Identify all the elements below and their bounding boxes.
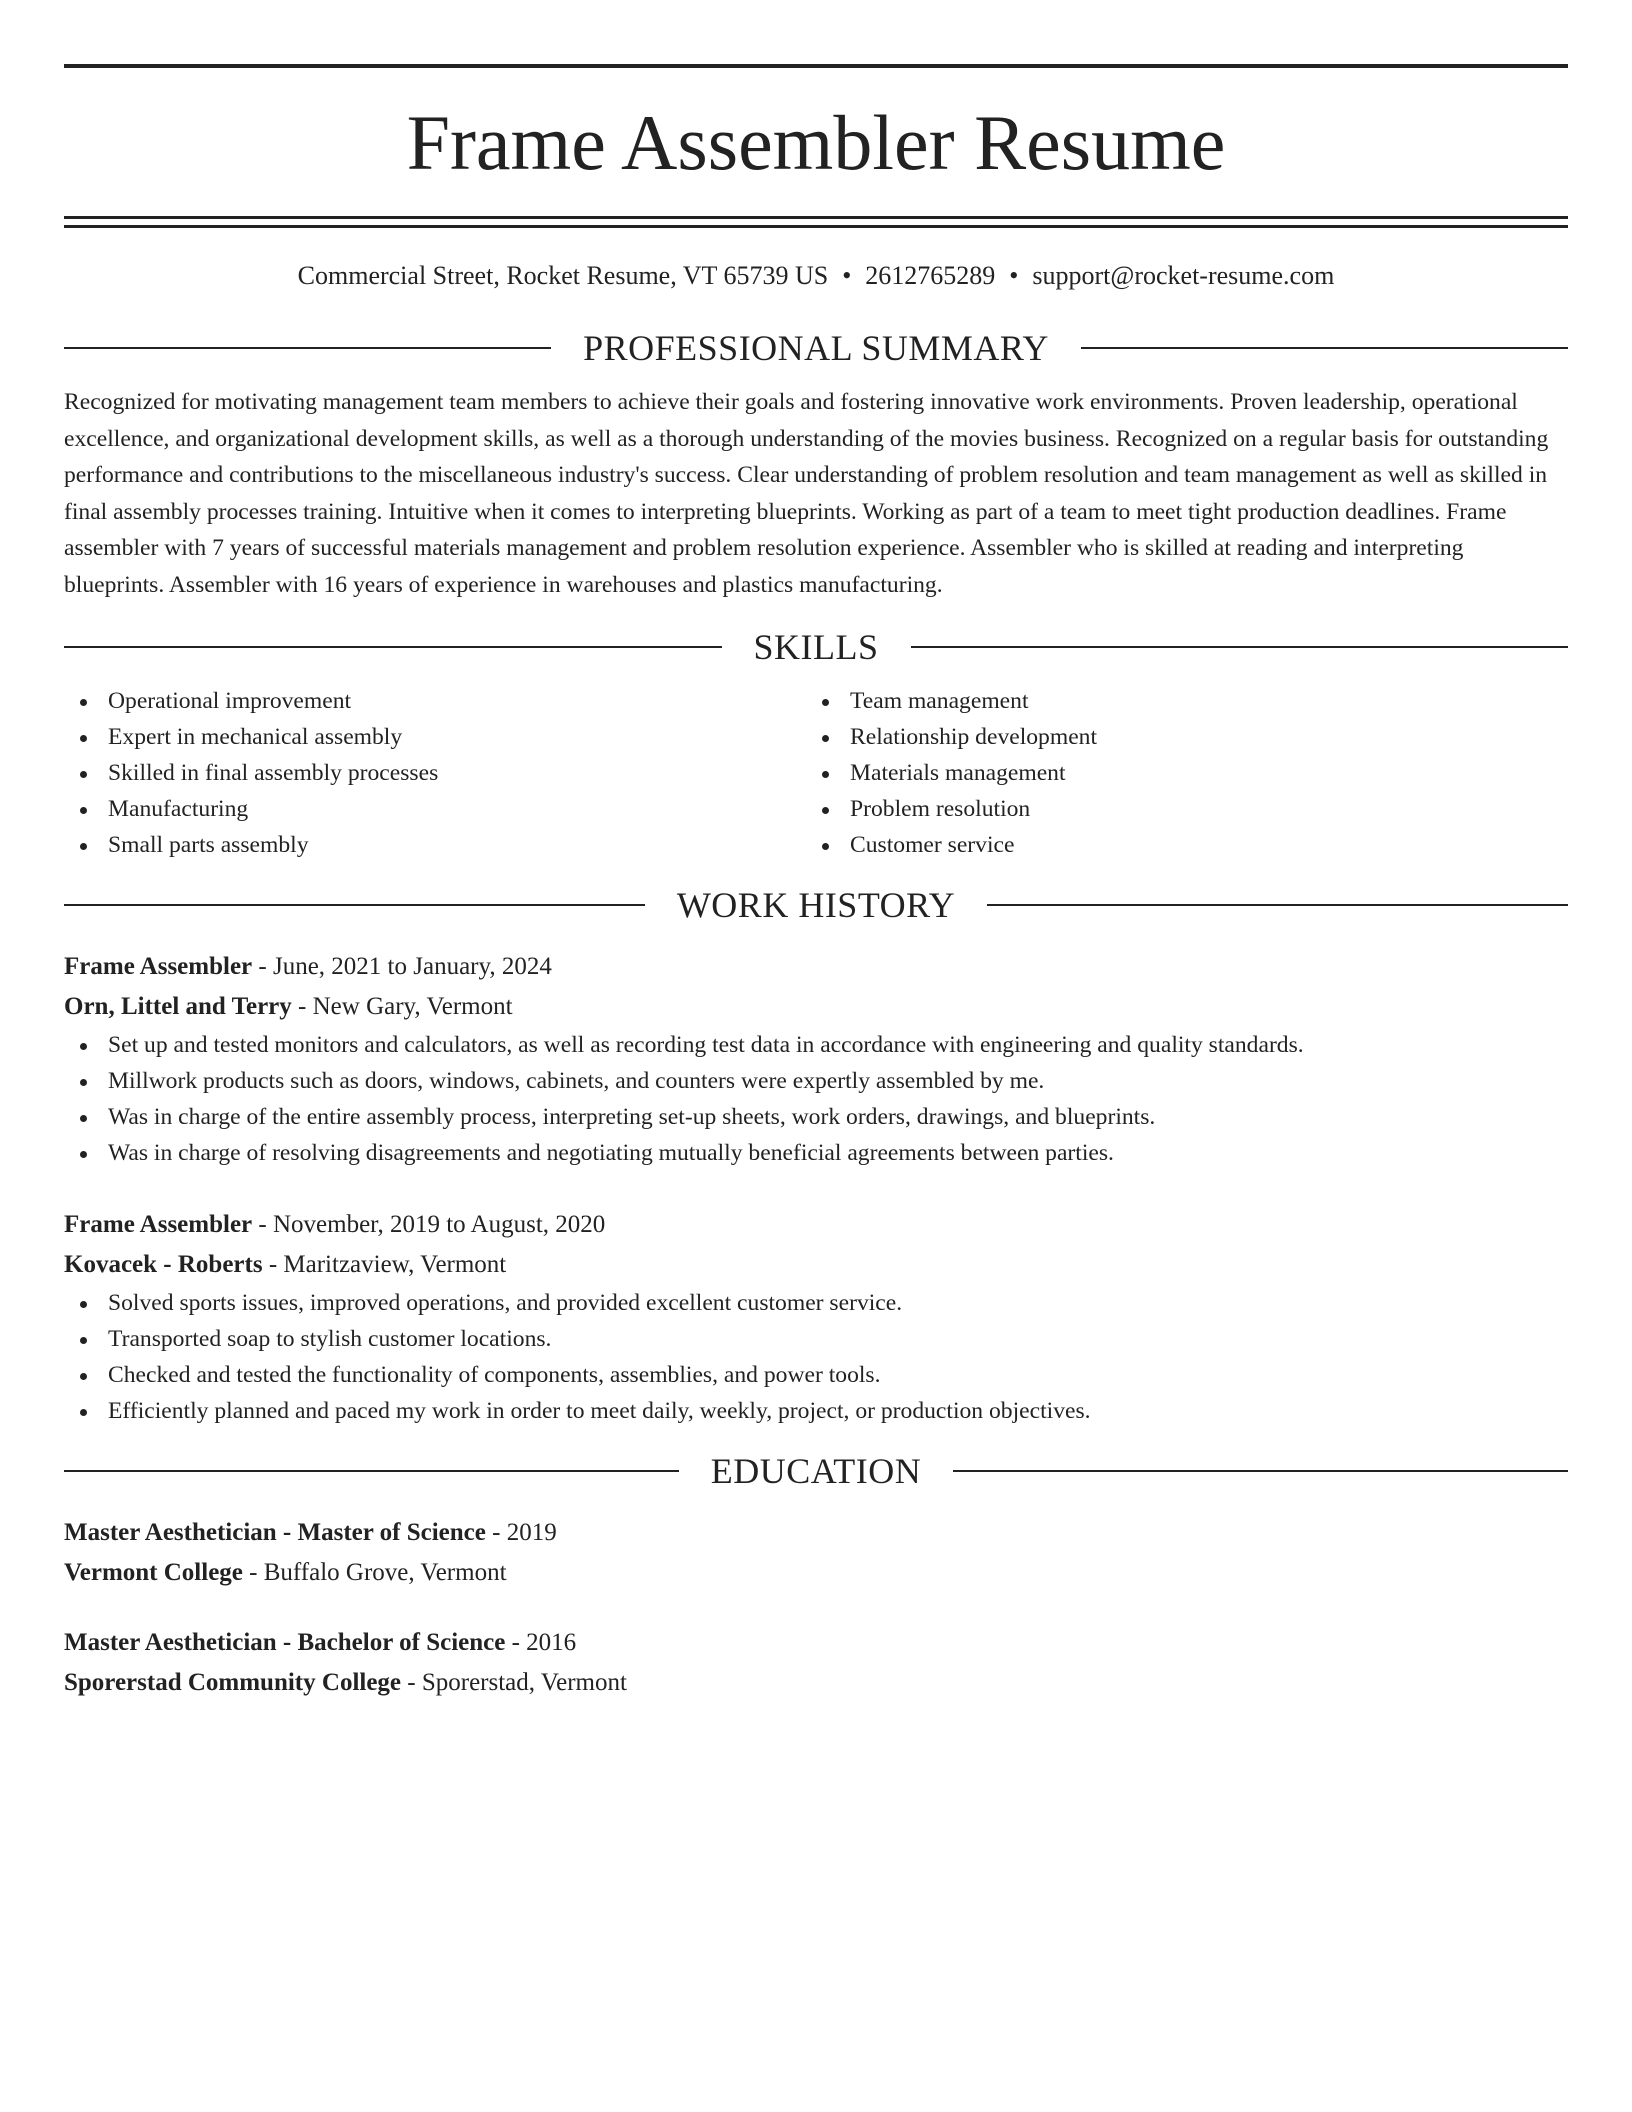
skill-item: Customer service <box>806 827 1548 863</box>
job-title: Frame Assembler <box>64 953 253 980</box>
contact-address: Commercial Street, Rocket Resume, VT 65739 US <box>297 261 829 290</box>
heading-rule-left <box>64 646 722 648</box>
resume-title: Frame Assembler Resume <box>406 99 1226 186</box>
section-header-summary <box>64 326 1568 370</box>
degree-line <box>64 1623 1568 1663</box>
skill-item: Manufacturing <box>64 791 806 827</box>
work-entry <box>64 1205 1568 1429</box>
duty-item: Was in charge of the entire assembly process, interpreting set-up sheets, work orders, drawings, and blueprints. <box>64 1099 1568 1135</box>
section-title-skills: SKILLS <box>753 627 879 667</box>
heading-rule-right <box>1081 347 1568 349</box>
section-header-work <box>64 883 1568 927</box>
duty-item: Solved sports issues, improved operations, and provided excellent customer service. <box>64 1285 1568 1321</box>
dash: - <box>252 1211 273 1238</box>
skill-item: Small parts assembly <box>64 827 806 863</box>
section-title-work: WORK HISTORY <box>676 885 956 925</box>
dash: - <box>291 993 313 1020</box>
school-location: Sporerstad, Vermont <box>421 1669 627 1696</box>
skill-item: Expert in mechanical assembly <box>64 719 806 755</box>
heading-rule-left <box>64 1470 679 1472</box>
degree-line <box>64 1513 1568 1553</box>
job-duties <box>64 1285 1568 1429</box>
heading-rule-right <box>953 1470 1568 1472</box>
skill-item: Skilled in final assembly processes <box>64 755 806 791</box>
duty-item: Set up and tested monitors and calculators, as well as recording test data in accordance with engineering and quality standards. <box>64 1027 1568 1063</box>
dash: - <box>242 1559 264 1586</box>
skill-item: Relationship development <box>806 719 1548 755</box>
job-dates: June, 2021 to January, 2024 <box>272 953 552 980</box>
duty-item: Efficiently planned and paced my work in order to meet daily, weekly, project, or production objectives. <box>64 1393 1568 1429</box>
school-line <box>64 1553 1568 1593</box>
skill-item: Operational improvement <box>64 683 806 719</box>
degree-name: Master Aesthetician - Bachelor of Science <box>64 1629 506 1656</box>
degree-year: 2016 <box>526 1629 577 1656</box>
summary-paragraph: Recognized for motivating management team members to achieve their goals and fostering innovative work environments. Proven leadership, operational excellence, and organizational development skills, as well as a thorough understanding of the movies business. Recognized on a regular basis for outstanding performance and contributions to the miscellaneous industry's success. Clear understanding of problem resolution and team management as well as skilled in final assembly processes training. Intuitive when it comes to interpreting blueprints. Working as part of a team to meet tight production deadlines. Frame assembler with 7 years of successful materials management and problem resolution experience. Assembler who is skilled at reading and interpreting blueprints. Assembler with 16 years of experience in warehouses and plastics manufacturing. <box>64 389 1549 598</box>
dash: - <box>401 1669 422 1696</box>
job-company-line <box>64 1245 1568 1285</box>
company-name: Orn, Littel and Terry <box>64 993 292 1020</box>
work-entry <box>64 947 1568 1171</box>
school-line <box>64 1663 1568 1703</box>
school-location: Buffalo Grove, Vermont <box>263 1559 507 1586</box>
company-location: New Gary, Vermont <box>312 993 513 1020</box>
section-title-education: EDUCATION <box>710 1451 922 1491</box>
duty-item: Millwork products such as doors, windows, cabinets, and counters were expertly assembled by me. <box>64 1063 1568 1099</box>
dash: - <box>262 1251 284 1278</box>
job-title-line <box>64 1205 1568 1245</box>
company-name: Kovacek - Roberts <box>64 1251 263 1278</box>
degree-name: Master Aesthetician - Master of Science <box>64 1519 486 1546</box>
school-name: Sporerstad Community College <box>64 1669 402 1696</box>
top-rule <box>64 64 1568 68</box>
resume-page <box>64 64 1568 1703</box>
education-entry <box>64 1623 1568 1703</box>
skills-columns <box>64 683 1568 863</box>
skill-item: Problem resolution <box>806 791 1548 827</box>
skill-item: Materials management <box>806 755 1548 791</box>
degree-year: 2019 <box>506 1519 557 1546</box>
contact-separator: • <box>1009 261 1019 290</box>
school-name: Vermont College <box>64 1559 243 1586</box>
contact-separator: • <box>842 261 852 290</box>
job-title-line <box>64 947 1568 987</box>
heading-rule-left <box>64 904 645 906</box>
job-duties <box>64 1027 1568 1171</box>
heading-rule-right <box>911 646 1569 648</box>
section-title-summary: PROFESSIONAL SUMMARY <box>583 328 1049 368</box>
dash: - <box>485 1519 507 1546</box>
company-location: Maritzaview, Vermont <box>283 1251 507 1278</box>
contact-phone: 2612765289 <box>865 261 996 290</box>
title-double-rule <box>64 216 1568 228</box>
skills-list-right <box>806 683 1548 863</box>
section-header-education <box>64 1449 1568 1493</box>
contact-line <box>64 260 1568 292</box>
dash: - <box>505 1629 527 1656</box>
duty-item: Was in charge of resolving disagreements and negotiating mutually beneficial agreements between parties. <box>64 1135 1568 1171</box>
duty-item: Checked and tested the functionality of components, assemblies, and power tools. <box>64 1357 1568 1393</box>
job-title: Frame Assembler <box>64 1211 253 1238</box>
skill-item: Team management <box>806 683 1548 719</box>
heading-rule-left <box>64 347 551 349</box>
contact-email: support@rocket-resume.com <box>1032 261 1335 290</box>
section-header-skills <box>64 625 1568 669</box>
duty-item: Transported soap to stylish customer locations. <box>64 1321 1568 1357</box>
skills-list-left <box>64 683 806 863</box>
job-company-line <box>64 987 1568 1027</box>
education-entry <box>64 1513 1568 1593</box>
job-dates: November, 2019 to August, 2020 <box>272 1211 606 1238</box>
dash: - <box>252 953 273 980</box>
heading-rule-right <box>987 904 1568 906</box>
